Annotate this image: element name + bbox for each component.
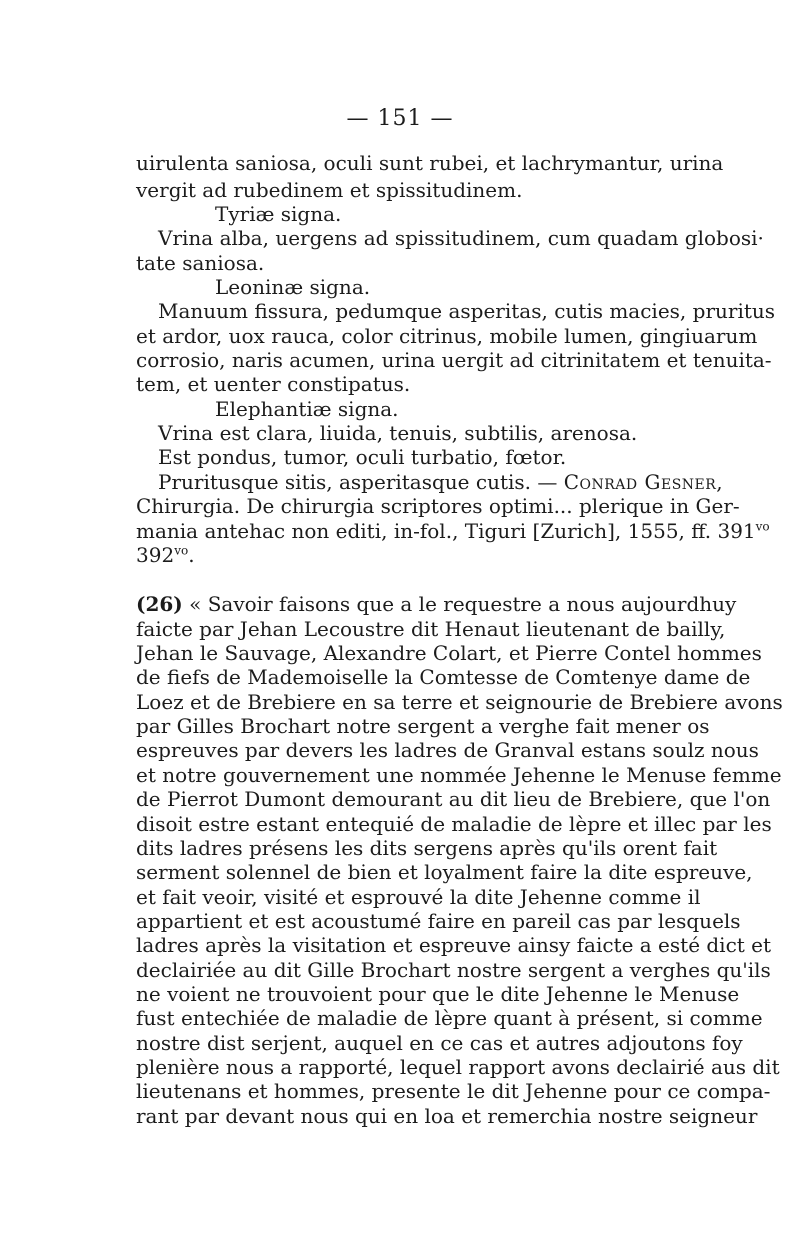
text-line: fust entechiée de maladie de lèpre quant à présent, si comme [136, 1006, 763, 1030]
text-line: corrosio, naris acumen, urina uergit ad citrinitatem et tenuita- [136, 348, 772, 372]
text-line: et fait veoir, visité et esprouvé la dite Jehenne comme il [136, 885, 701, 909]
text-line: et ardor, uox rauca, color citrinus, mobile lumen, gingiuarum [136, 324, 758, 348]
text-line: tate saniosa. [136, 251, 265, 275]
text-line: faicte par Jehan Lecoustre dit Henaut lieutenant de bailly, [136, 617, 726, 641]
text-line: vergit ad rubedinem et spissitudinem. [136, 178, 523, 202]
text-line: lieutenans et hommes, presente le dit Jehenne pour ce compa- [136, 1079, 771, 1103]
text-line: espreuves par devers les ladres de Granval estans soulz nous [136, 738, 759, 762]
text-line: nostre dist serjent, auquel en ce cas et autres adjoutons foy [136, 1031, 743, 1055]
text-line: ladres après la visitation et espreuve ainsy faicte a esté dict et [136, 933, 772, 957]
citation-line: Chirurgia. De chirurgia scriptores optimi... plerique in Ger- [136, 494, 740, 518]
text-line: dits ladres présens les dits sergens après qu'ils orent fait [136, 836, 718, 860]
text-span: « Savoir faisons que a le requestre a nous aujourdhuy [182, 592, 737, 616]
citation-line [136, 540, 195, 570]
author-name: Conrad Gesner, [563, 470, 724, 494]
section-heading: Tyriæ signa. [215, 202, 342, 226]
text-line: Jehan le Sauvage, Alexandre Colart, et Pierre Contel hommes [136, 641, 762, 665]
text-line: Vrina est clara, liuida, tenuis, subtilis, arenosa. [158, 421, 638, 445]
note-number: (26) [136, 592, 183, 616]
text-span: 392 [136, 543, 175, 567]
text-line: Manuum fissura, pedumque asperitas, cutis macies, pruritus [158, 299, 776, 323]
page-number: — 151 — [346, 106, 454, 131]
text-line: par Gilles Brochart notre sergent a verghe fait mener os [136, 714, 710, 738]
text-line: plenière nous a rapporté, lequel rapport avons declairié aus dit [136, 1055, 780, 1079]
text-span: mania antehac non editi, in-fol., Tiguri [Zurich], 1555, ff. 391 [136, 519, 756, 543]
text-line: ne voient ne trouvoient pour que le dite Jehenne le Menuse [136, 982, 740, 1006]
text-line: de fiefs de Mademoiselle la Comtesse de Comtenye dame de [136, 665, 751, 689]
text-line: de Pierrot Dumont demourant au dit lieu de Brebiere, que l'on [136, 787, 771, 811]
section-heading: Leoninæ signa. [215, 275, 371, 299]
text-span: . [188, 543, 195, 567]
text-line: rant par devant nous qui en loa et remerchia nostre seigneur [136, 1104, 758, 1128]
text-line: Est pondus, tumor, oculi turbatio, fœtor. [158, 445, 567, 469]
text-line: Loez et de Brebiere en sa terre et seignourie de Brebiere avons [136, 690, 783, 714]
text-line: serment solennel de bien et loyalment faire la dite espreuve, [136, 860, 753, 884]
verso-mark: vo [174, 543, 189, 558]
citation-line [136, 516, 770, 546]
verso-mark: vo [755, 519, 770, 534]
text-line: tem, et uenter constipatus. [136, 372, 411, 396]
text-line: Vrina alba, uergens ad spissitudinem, cum quadam globosi· [158, 226, 764, 250]
text-line: declairiée au dit Gille Brochart nostre sergent a verghes qu'ils [136, 958, 771, 982]
text-line: et notre gouvernement une nommée Jehenne le Menuse femme [136, 763, 782, 787]
text-line: uirulenta saniosa, oculi sunt rubei, et lachrymantur, urina [136, 151, 724, 175]
text-line: appartient et est acoustumé faire en pareil cas par lesquels [136, 909, 741, 933]
section-heading: Elephantiæ signa. [215, 397, 399, 421]
text-line: disoit estre estant entequié de maladie de lèpre et illec par les [136, 812, 772, 836]
text-span: Pruritusque sitis, asperitasque cutis. — [158, 470, 564, 494]
